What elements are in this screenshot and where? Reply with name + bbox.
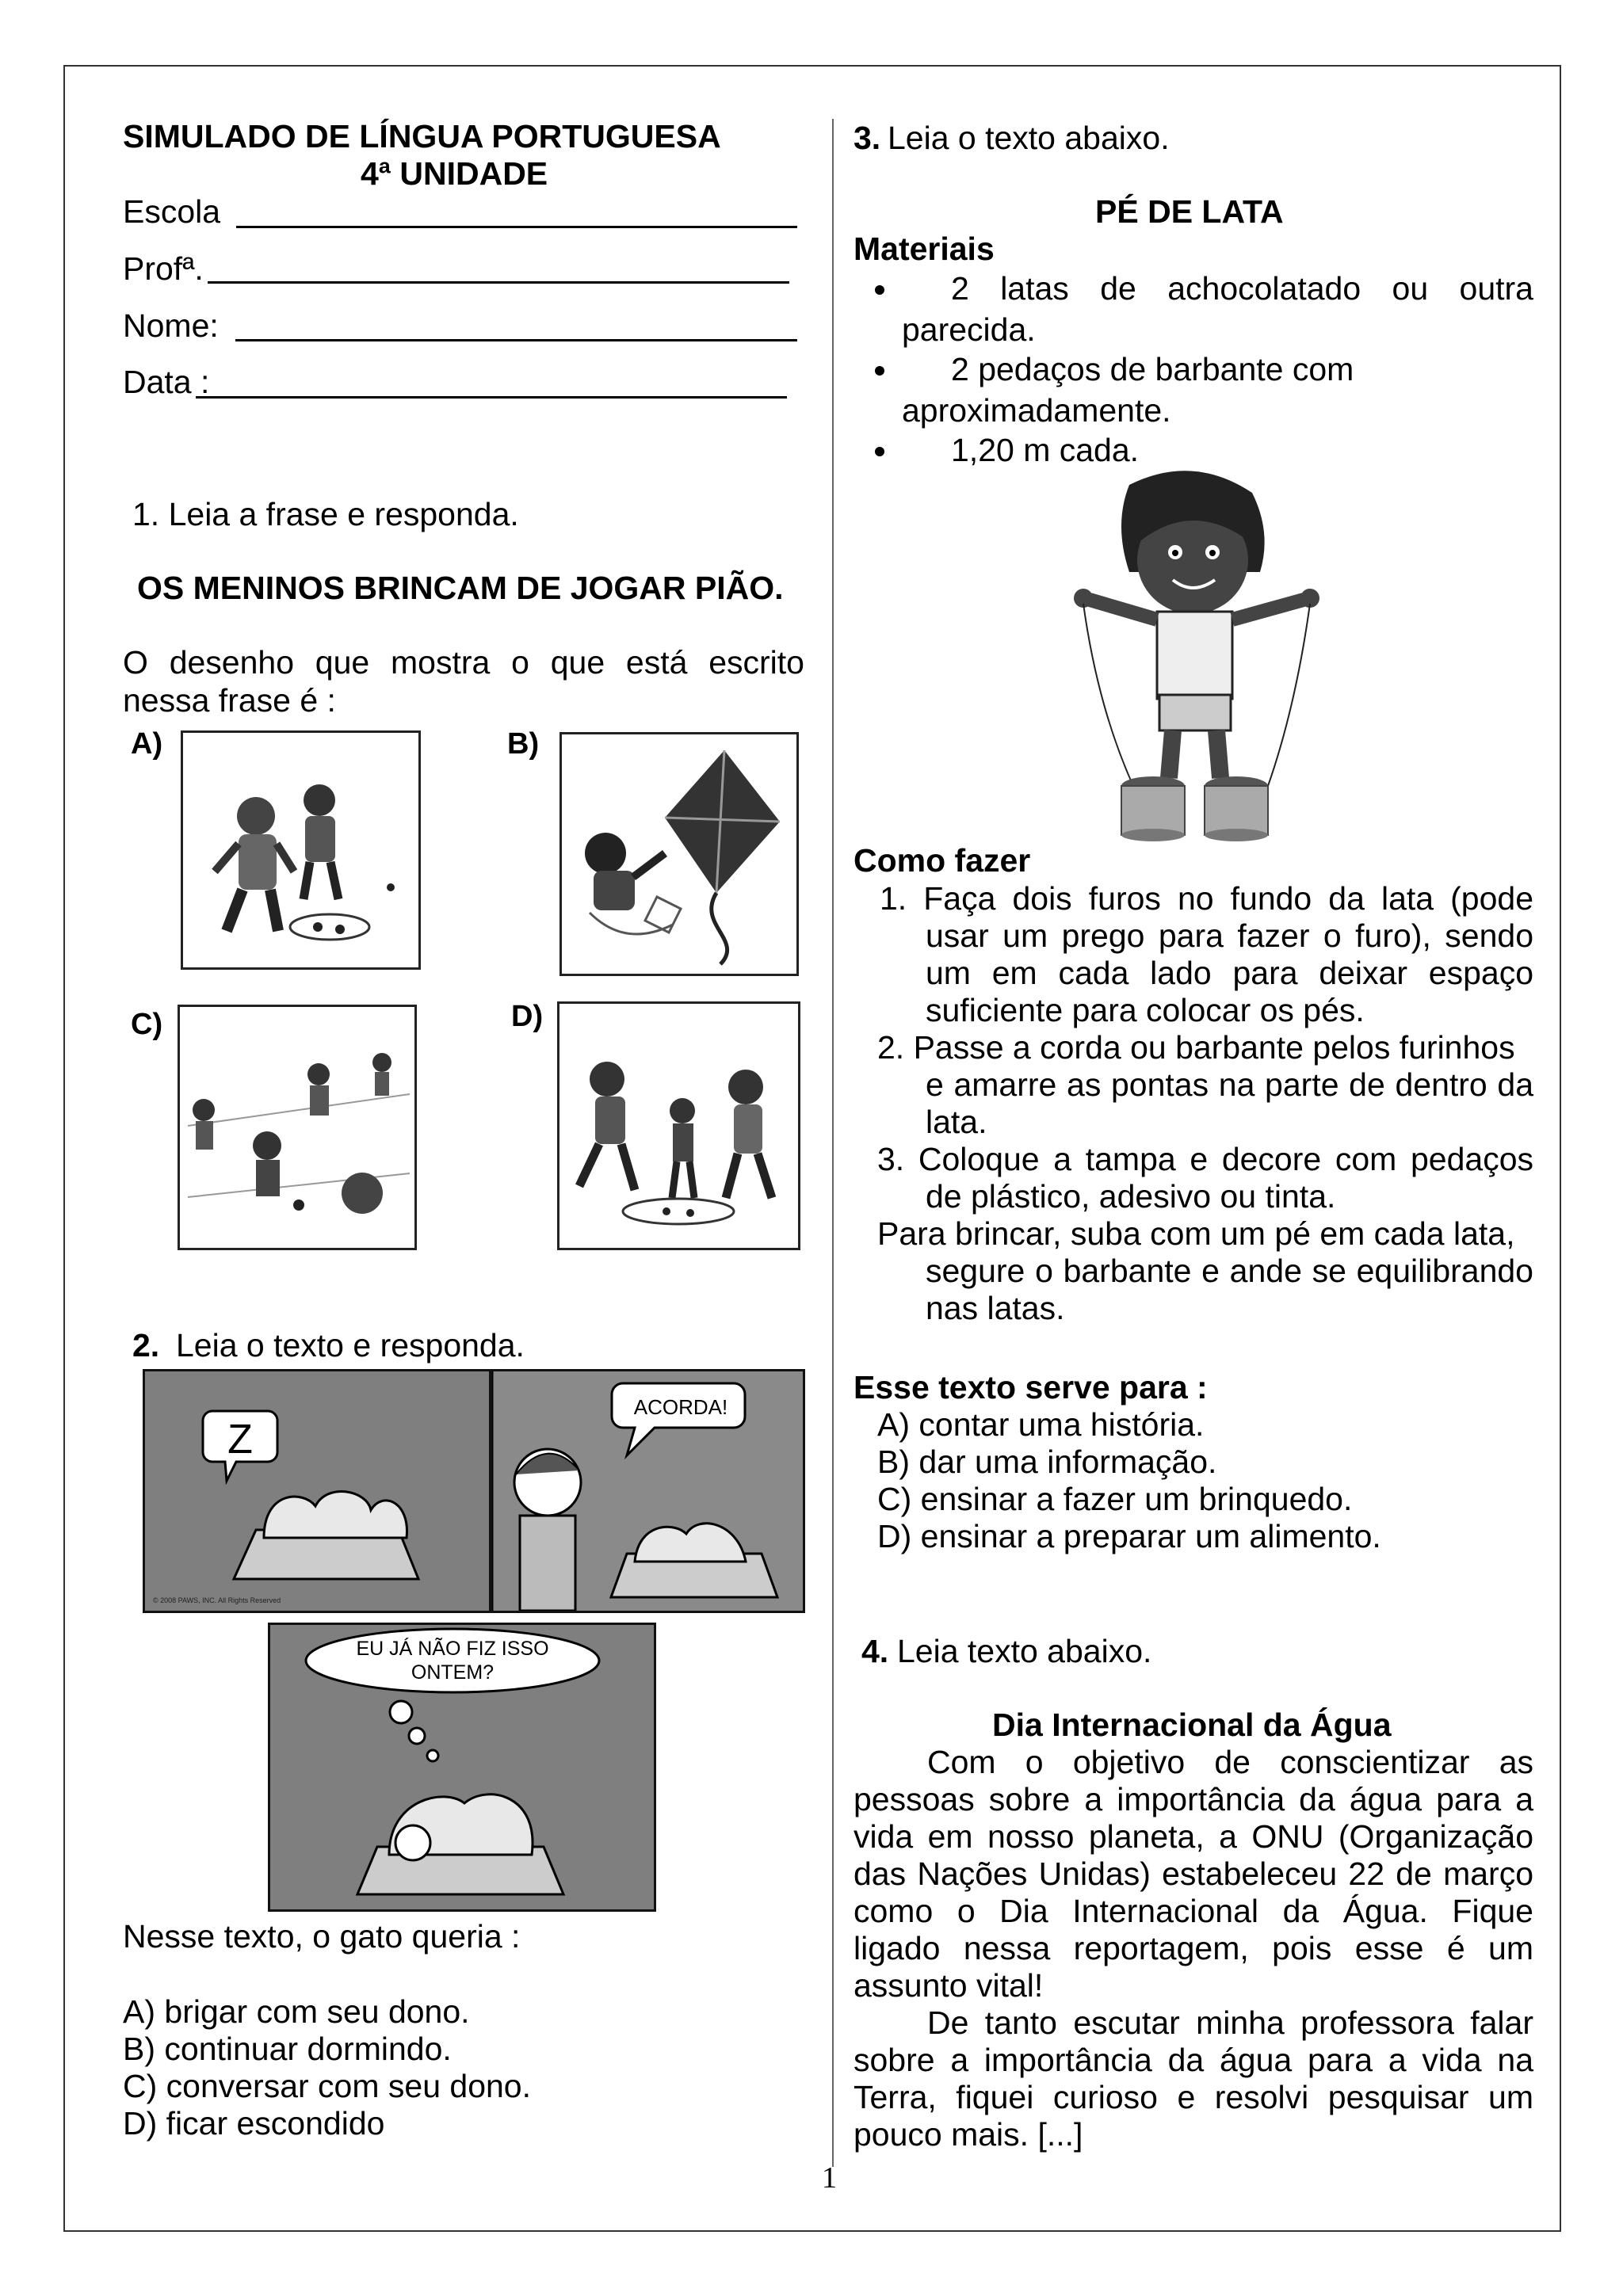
q3-question: Esse texto serve para : bbox=[854, 1369, 1208, 1405]
comic-panel-2 bbox=[490, 1369, 805, 1613]
q3-answer-a[interactable]: A) contar uma história. bbox=[877, 1406, 1205, 1443]
q4-p1-line3: vida em nosso planeta, a ONU (Organização bbox=[854, 1818, 1533, 1855]
material-1-line2: parecida. bbox=[902, 311, 1036, 348]
q3-number: 3. bbox=[854, 120, 881, 156]
data-input-line[interactable] bbox=[196, 396, 787, 399]
kids-playing-ball-illustration bbox=[180, 1007, 414, 1248]
material-2-line1: 2 pedaços de barbante com bbox=[951, 351, 1354, 387]
bullet-dot bbox=[875, 447, 884, 456]
q1-option-a-label[interactable]: A) bbox=[131, 727, 163, 761]
q1-option-b-label[interactable]: B) bbox=[507, 727, 540, 761]
q4-p2-line4: pouco mais. [...] bbox=[854, 2116, 1083, 2153]
q4-p1-line7: assunto vital! bbox=[854, 1967, 1044, 2004]
bullet-dot bbox=[875, 366, 884, 376]
page-number: 1 bbox=[822, 2161, 837, 2195]
q1-question-line2: nessa frase é : bbox=[123, 682, 336, 719]
field-label-prof: Profª. bbox=[123, 250, 204, 287]
thought-line2-text: ONTEM? bbox=[411, 1661, 495, 1684]
q1-option-d-image[interactable] bbox=[557, 1001, 800, 1250]
field-label-escola: Escola bbox=[123, 193, 221, 230]
step-2-line2: e amarre as pontas na parte de dentro da bbox=[926, 1066, 1533, 1103]
q4-p2-line3: Terra, fiquei curioso e resolvi pesquisar um bbox=[854, 2079, 1533, 2115]
q3-answer-c[interactable]: C) ensinar a fazer um brinquedo. bbox=[877, 1481, 1353, 1517]
q4-p1-line4: das Nações Unidas) estabeleceu 22 de março bbox=[854, 1855, 1533, 1892]
q4-p2-line2: sobre a importância da água para a vida na bbox=[854, 2042, 1533, 2078]
material-2-line2: aproximadamente. bbox=[902, 392, 1171, 429]
q1-option-d-label[interactable]: D) bbox=[511, 1000, 544, 1033]
q4-p1-line6: ligado nessa reportagem, pois esse é um bbox=[854, 1930, 1533, 1966]
material-3-line1: 1,20 m cada. bbox=[951, 432, 1140, 468]
play-line3: nas latas. bbox=[926, 1290, 1065, 1326]
prof-input-line[interactable] bbox=[208, 281, 789, 284]
q3-prompt: Leia o texto abaixo. bbox=[888, 120, 1170, 156]
q2-answer-d[interactable]: D) ficar escondido bbox=[123, 2105, 385, 2142]
q4-p1-line2: pessoas sobre a importância da água para a bbox=[854, 1781, 1533, 1817]
q2-number: 2. bbox=[132, 1327, 160, 1363]
q3-answer-d[interactable]: D) ensinar a preparar um alimento. bbox=[877, 1518, 1381, 1554]
q1-option-b-image[interactable] bbox=[559, 732, 799, 976]
q3-answer-b[interactable]: B) dar uma informação. bbox=[877, 1444, 1217, 1480]
boys-playing-top-circle-illustration bbox=[559, 1004, 798, 1248]
q1-prompt: 1. Leia a frase e responda. bbox=[132, 496, 519, 532]
nome-input-line[interactable] bbox=[235, 339, 797, 341]
q4-prompt: Leia texto abaixo. bbox=[897, 1633, 1152, 1669]
step-3-line2: de plástico, adesivo ou tinta. bbox=[926, 1178, 1336, 1215]
sleeping-cat-under-blanket bbox=[145, 1371, 489, 1611]
material-1-line1: 2 latas de achocolatado ou outra bbox=[951, 270, 1533, 307]
step-2-line3: lata. bbox=[926, 1104, 987, 1140]
q3-title: PÉ DE LATA bbox=[1095, 193, 1284, 230]
q1-question-line1: O desenho que mostra o que está escrito bbox=[123, 644, 804, 681]
comic-panel-1 bbox=[143, 1369, 491, 1613]
bubble-z-text: Z bbox=[227, 1417, 253, 1463]
escola-input-line[interactable] bbox=[236, 226, 797, 228]
field-label-data: Data : bbox=[123, 364, 210, 400]
cat-thinking-in-bed bbox=[270, 1625, 654, 1909]
q1-sentence: OS MENINOS BRINCAM DE JOGAR PIÃO. bbox=[137, 570, 784, 606]
q2-answer-c[interactable]: C) conversar com seu dono. bbox=[123, 2068, 532, 2104]
q4-p1-line5: como o Dia Internacional da Água. Fique bbox=[854, 1893, 1533, 1929]
boy-with-kite-illustration bbox=[562, 734, 796, 974]
q4-p1-line1: Com o objetivo de conscientizar as bbox=[927, 1744, 1533, 1780]
field-label-nome: Nome: bbox=[123, 307, 219, 344]
q3-materials-heading: Materiais bbox=[854, 231, 995, 267]
q4-title: Dia Internacional da Água bbox=[992, 1707, 1392, 1743]
column-divider bbox=[832, 119, 834, 2167]
q2-answer-a[interactable]: A) brigar com seu dono. bbox=[123, 1993, 470, 2030]
q2-answer-b[interactable]: B) continuar dormindo. bbox=[123, 2031, 452, 2067]
step-2-line1: 2. Passe a corda ou barbante pelos furinhos bbox=[877, 1029, 1515, 1066]
svg-text:© 2008 PAWS, INC. All Rights R: © 2008 PAWS, INC. All Rights Reserved bbox=[153, 1596, 281, 1604]
step-1-line2: usar um prego para fazer o furo), sendo bbox=[926, 917, 1533, 954]
play-line1: Para brincar, suba com um pé em cada lata, bbox=[877, 1215, 1515, 1252]
q3-how-heading: Como fazer bbox=[854, 842, 1031, 879]
owner-shouting-at-cat bbox=[492, 1371, 803, 1611]
q2-prompt: Leia o texto e responda. bbox=[176, 1327, 525, 1363]
boy-on-can-stilts-illustration bbox=[1066, 469, 1335, 841]
q1-option-a-image[interactable] bbox=[181, 730, 421, 970]
q1-option-c-label[interactable]: C) bbox=[131, 1008, 163, 1041]
bubble-acorda-text: ACORDA! bbox=[633, 1395, 728, 1419]
step-1-line3: um em cada lado para deixar espaço bbox=[926, 955, 1533, 991]
step-3-line1: 3. Coloque a tampa e decore com pedaços bbox=[877, 1141, 1533, 1177]
q4-p2-line1: De tanto escutar minha professora falar bbox=[927, 2004, 1533, 2041]
q4-number: 4. bbox=[861, 1633, 889, 1669]
q1-option-c-image[interactable] bbox=[178, 1005, 417, 1250]
step-1-line1: 1. Faça dois furos no fundo da lata (pode bbox=[880, 880, 1533, 917]
thought-line1-text: EU JÁ NÃO FIZ ISSO bbox=[356, 1638, 549, 1660]
exam-title: SIMULADO DE LÍNGUA PORTUGUESA bbox=[123, 118, 721, 154]
play-line2: segure o barbante e ande se equilibrando bbox=[926, 1253, 1533, 1289]
exam-unit: 4ª UNIDADE bbox=[361, 155, 548, 192]
comic-panel-3 bbox=[268, 1623, 656, 1912]
boys-spinning-tops-illustration bbox=[183, 733, 418, 967]
bullet-dot bbox=[875, 285, 884, 295]
q2-question: Nesse texto, o gato queria : bbox=[123, 1918, 521, 1955]
step-1-line4: suficiente para colocar os pés. bbox=[926, 992, 1365, 1028]
